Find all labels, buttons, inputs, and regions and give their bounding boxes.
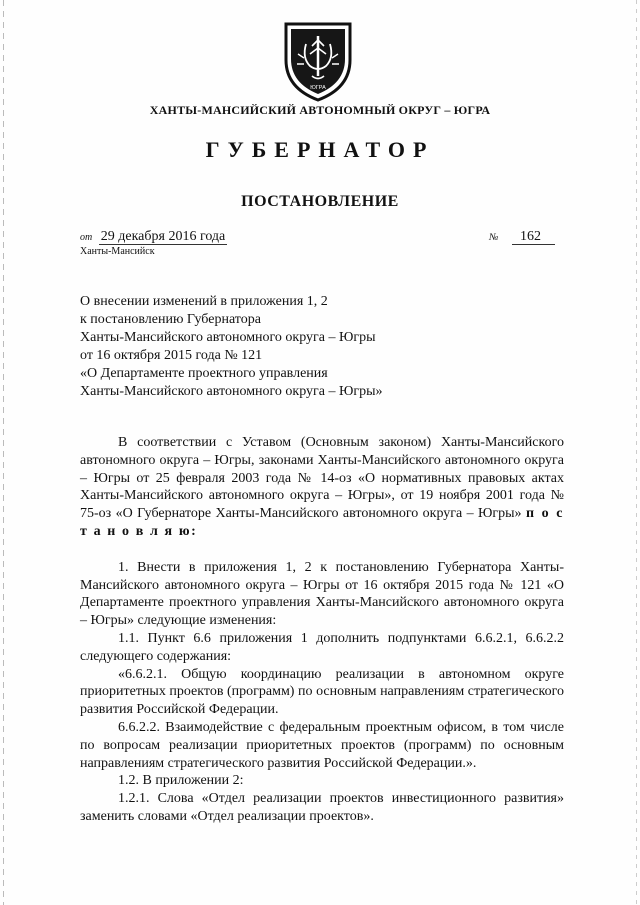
- subject-line: к постановлению Губернатора: [80, 312, 261, 327]
- decree-number: [489, 229, 555, 245]
- authority-title: ГУБЕРНАТОР: [205, 137, 435, 162]
- preamble-text: В соответствии с Уставом (Основным законом) Ханты-Мансийского автономного округа – Югры, законами Ханты-Мансийского автономного округа – Югры от 25 февраля 2003 года № 14-оз «О нормативных правовых актах Ханты-Мансийского автономного округа – Югры», от 19 ноября 2001 года № 75-оз «О Губернаторе Ханты-Мансийского автономного округа – Югры»: [80, 435, 564, 522]
- subject-line: от 16 октября 2015 года № 121: [80, 348, 263, 363]
- number-value: 162: [512, 229, 555, 245]
- decree-colon: :: [191, 523, 198, 539]
- subject-line: «О Департаменте проектного управления: [80, 366, 328, 381]
- number-prefix: №: [489, 232, 499, 243]
- decree-word: п о с т а н о в л я ю: [80, 506, 565, 539]
- okrug-title: ХАНТЫ-МАНСИЙСКИЙ АВТОНОМНЫЙ ОКРУГ – ЮГРА: [149, 103, 491, 117]
- body-paragraph: «6.6.2.1. Общую координацию реализации в автономном округе приоритетных проектов (программ) по основным направлениям стратегического развития Российской Федерации.: [80, 666, 564, 718]
- preamble-paragraph: [80, 434, 564, 541]
- date-prefix: от: [80, 232, 93, 243]
- document-type: ПОСТАНОВЛЕНИЕ: [241, 193, 399, 210]
- subject-line: Ханты-Мансийского автономного округа – Югры: [80, 330, 376, 345]
- body-paragraph: 1. Внести в приложения 1, 2 к постановлению Губернатора Ханты-Мансийского автономного округа – Югры от 16 октября 2015 года № 121 «О Департаменте проектного управления Ханты-Мансийского автономного округа – Югры» следующие изменения:: [80, 559, 564, 629]
- subject-line: Ханты-Мансийского автономного округа – Югры»: [80, 384, 383, 399]
- date-value: 29 декабря 2016 года: [100, 229, 226, 244]
- city: Ханты-Мансийск: [80, 246, 155, 257]
- subject-line: О внесении изменений в приложения 1, 2: [80, 294, 328, 309]
- body-paragraph: 6.6.2.2. Взаимодействие с федеральным проектным офисом, в том числе по вопросам реализации приоритетных проектов (программ) по основным направлениям стратегического развития Российской Федерации.».: [80, 719, 564, 771]
- decree-body: [80, 434, 564, 826]
- scan-edge-right: [636, 0, 637, 905]
- decree-date: [80, 229, 227, 245]
- decree-subject: [80, 293, 383, 401]
- body-paragraph: 1.1. Пункт 6.6 приложения 1 дополнить подпунктами 6.6.2.1, 6.6.2.2 следующего содержания:: [80, 630, 564, 664]
- okrug-coat-of-arms-icon: [282, 18, 354, 102]
- body-paragraph: 1.2. В приложении 2:: [118, 773, 244, 789]
- body-paragraph: 1.2.1. Слова «Отдел реализации проектов инвестиционного развития» заменить словами «Отдел реализации проектов».: [80, 791, 564, 824]
- svg-text:ЮГРА: ЮГРА: [310, 85, 326, 91]
- scan-edge-left: [3, 0, 4, 905]
